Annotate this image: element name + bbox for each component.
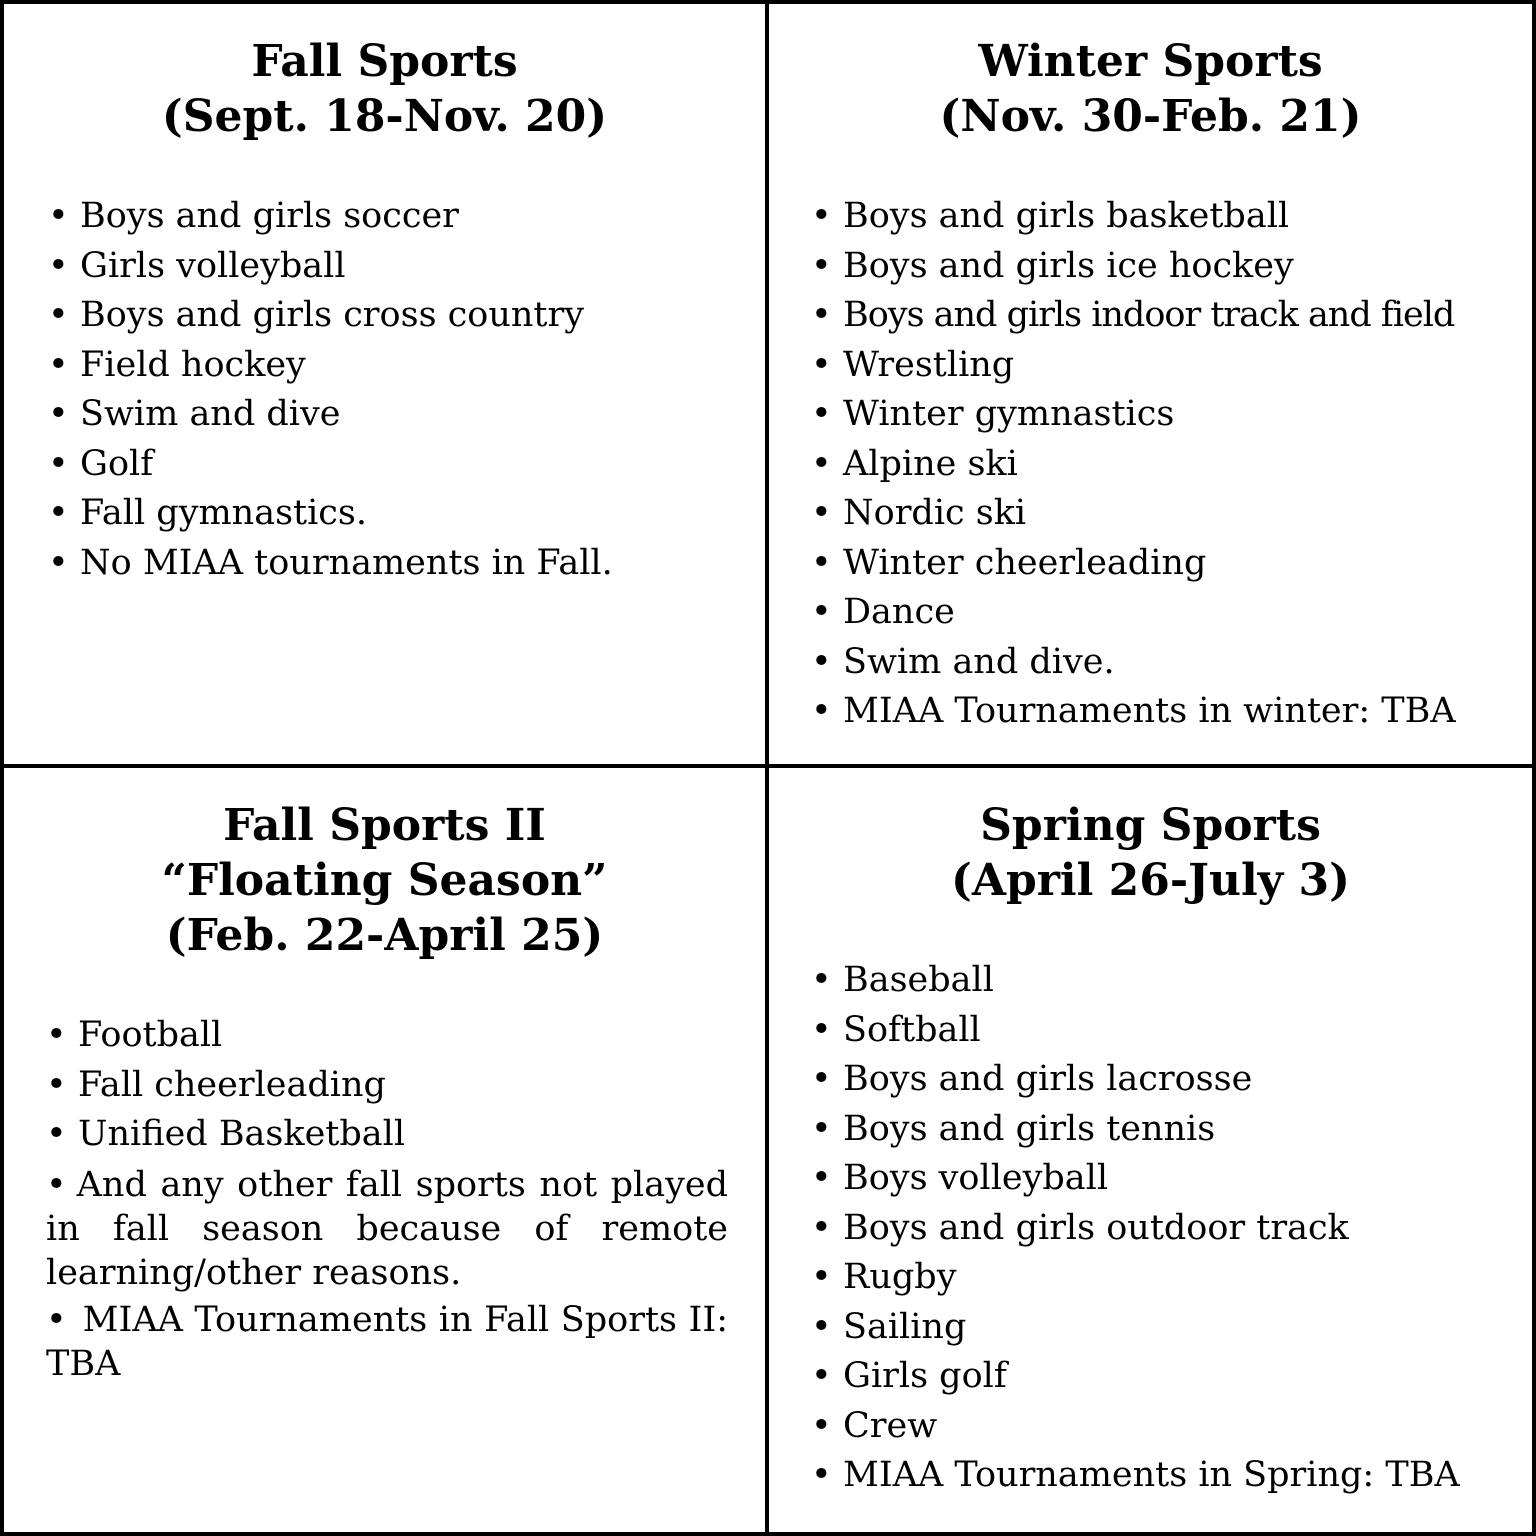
list-item-text: Golf: [80, 443, 154, 484]
list-item: [811, 1352, 1460, 1402]
winter-sports-list: [811, 192, 1456, 737]
list-item-text: Swim and dive: [80, 394, 341, 434]
list-item-text: Boys and girls tennis: [843, 1108, 1216, 1149]
fall-sports-list: [48, 192, 613, 588]
bullet-icon: •: [811, 542, 832, 583]
list-item-text: Baseball: [843, 960, 994, 1000]
list-item: [811, 390, 1456, 440]
bullet-icon: •: [811, 1009, 832, 1050]
list-item-text: Boys and girls basketball: [843, 196, 1290, 236]
list-item-text: Rugby: [843, 1257, 957, 1297]
fall-sports-ii-title: [4, 798, 765, 963]
bullet-icon: •: [811, 295, 832, 335]
bullet-icon: •: [811, 344, 832, 385]
list-item-text: No MIAA tournaments in Fall.: [80, 542, 613, 583]
list-item: [46, 1298, 728, 1386]
list-item: [811, 341, 1456, 391]
bullet-icon: •: [811, 691, 832, 731]
list-item-text: Winter cheerleading: [843, 542, 1207, 583]
bullet-icon: •: [811, 641, 832, 682]
list-item: [811, 588, 1456, 638]
spring-sports-dates: (April 26-July 3): [951, 855, 1350, 906]
list-item-text: Fall gymnastics.: [80, 493, 367, 533]
list-item: [811, 1402, 1460, 1452]
fall-sports-panel: [4, 4, 765, 764]
list-item: [46, 1061, 728, 1111]
list-item-text: Crew: [843, 1405, 938, 1446]
list-item: [811, 489, 1456, 539]
list-item-text: Field hockey: [80, 344, 306, 385]
list-item: [811, 1303, 1460, 1353]
list-item-text: Boys and girls lacrosse: [843, 1059, 1253, 1099]
bullet-icon: •: [811, 960, 832, 1000]
bullet-icon: •: [811, 1059, 832, 1099]
list-item-text: Swim and dive.: [843, 641, 1115, 682]
bullet-icon: •: [811, 1405, 832, 1446]
list-item-text: Sailing: [843, 1306, 967, 1347]
bullet-icon: •: [46, 1164, 67, 1205]
list-item: [46, 1110, 728, 1160]
list-item: [811, 440, 1456, 490]
bullet-icon: •: [811, 1108, 832, 1149]
list-item-text: MIAA Tournaments in winter: TBA: [843, 691, 1456, 731]
list-item: [811, 638, 1456, 688]
bullet-icon: •: [48, 196, 69, 236]
list-item: [48, 341, 613, 391]
list-item-text: Boys and girls cross country: [80, 295, 584, 335]
list-item-text: Girls golf: [843, 1356, 1007, 1396]
list-item: [811, 1105, 1460, 1155]
bullet-icon: •: [46, 1064, 67, 1105]
fall-sports-ii-title-name: Fall Sports II: [223, 800, 546, 851]
bullet-icon: •: [811, 394, 832, 434]
bullet-icon: •: [46, 1114, 67, 1154]
list-item: [48, 539, 613, 589]
list-item-text: Dance: [843, 592, 955, 632]
bullet-icon: •: [48, 394, 69, 434]
list-item-text: Fall cheerleading: [78, 1064, 386, 1105]
list-item-text: Boys and girls indoor track and field: [843, 295, 1455, 335]
list-item-text: MIAA Tournaments in Fall Sports II: TBA: [46, 1299, 728, 1384]
bullet-icon: •: [48, 245, 69, 286]
list-item-text: Unified Basketball: [78, 1114, 406, 1154]
fall-sports-title: [4, 34, 765, 144]
winter-sports-title-name: Winter Sports: [978, 36, 1323, 87]
list-item: [811, 687, 1456, 737]
list-item-text: And any other fall sports not played in fall season because of remote learning/other reasons.: [46, 1164, 728, 1293]
bullet-icon: •: [811, 592, 832, 632]
winter-sports-title: [769, 34, 1532, 144]
bullet-icon: •: [46, 1015, 67, 1055]
bullet-icon: •: [48, 493, 69, 533]
list-item-text: Boys volleyball: [843, 1158, 1109, 1198]
bullet-icon: •: [46, 1299, 67, 1340]
list-item: [48, 242, 613, 292]
list-item: [811, 1006, 1460, 1056]
list-item: [46, 1163, 728, 1295]
bullet-icon: •: [811, 1158, 832, 1198]
winter-sports-panel: [769, 4, 1532, 764]
spring-sports-title-name: Spring Sports: [980, 800, 1321, 851]
bullet-icon: •: [811, 1356, 832, 1396]
list-item-text: Softball: [843, 1009, 981, 1050]
bullet-icon: •: [811, 196, 832, 236]
bullet-icon: •: [811, 443, 832, 484]
list-item: [46, 1011, 728, 1061]
bullet-icon: •: [48, 295, 69, 335]
list-item: [48, 489, 613, 539]
fall-sports-title-name: Fall Sports: [251, 36, 518, 87]
bullet-icon: •: [811, 1455, 832, 1495]
list-item: [48, 390, 613, 440]
spring-sports-panel: [769, 768, 1532, 1532]
list-item-text: Wrestling: [843, 344, 1015, 385]
list-item-text: Football: [78, 1015, 223, 1055]
list-item-text: Nordic ski: [843, 493, 1027, 533]
bullet-icon: •: [811, 245, 832, 286]
list-item: [811, 291, 1456, 341]
list-item: [811, 192, 1456, 242]
list-item-text: MIAA Tournaments in Spring: TBA: [843, 1455, 1460, 1495]
fall-sports-ii-dates: (Feb. 22-April 25): [165, 910, 604, 961]
list-item: [811, 956, 1460, 1006]
list-item: [811, 1451, 1460, 1501]
list-item: [811, 539, 1456, 589]
list-item: [811, 1154, 1460, 1204]
bullet-icon: •: [48, 344, 69, 385]
list-item: [811, 1253, 1460, 1303]
bullet-icon: •: [811, 1207, 832, 1248]
list-item-text: Winter gymnastics: [843, 394, 1175, 434]
list-item: [811, 1055, 1460, 1105]
list-item: [811, 242, 1456, 292]
list-item-text: Girls volleyball: [80, 245, 346, 286]
spring-sports-list: [811, 956, 1460, 1501]
list-item-text: Boys and girls outdoor track: [843, 1207, 1349, 1248]
bullet-icon: •: [811, 1306, 832, 1347]
bullet-icon: •: [48, 542, 69, 583]
list-item: [48, 291, 613, 341]
list-item: [48, 192, 613, 242]
spring-sports-title: [769, 798, 1532, 908]
list-item-text: Boys and girls ice hockey: [843, 245, 1294, 286]
fall-sports-ii-panel: [4, 768, 765, 1532]
bullet-icon: •: [48, 443, 69, 484]
list-item: [48, 440, 613, 490]
fall-sports-ii-subtitle: “Floating Season”: [161, 855, 608, 906]
list-item-text: Alpine ski: [843, 443, 1018, 484]
bullet-icon: •: [811, 493, 832, 533]
list-item: [811, 1204, 1460, 1254]
list-item-text: Boys and girls soccer: [80, 196, 459, 236]
fall-sports-ii-list: [46, 1011, 728, 1386]
fall-sports-dates: (Sept. 18-Nov. 20): [161, 91, 608, 142]
winter-sports-dates: (Nov. 30-Feb. 21): [939, 91, 1362, 142]
bullet-icon: •: [811, 1257, 832, 1297]
